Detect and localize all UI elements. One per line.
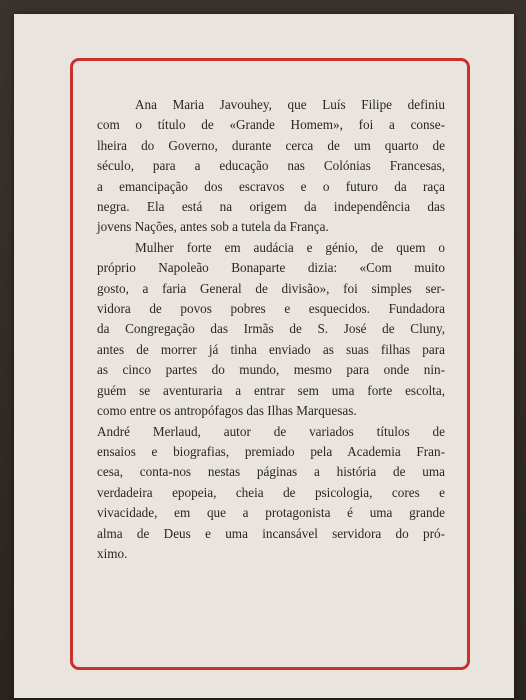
line: como entre os antropófagos das Ilhas Marquesas. — [97, 403, 357, 419]
line: Mulher forte em audácia e génio, de quem o — [135, 239, 445, 255]
line: Ana Maria Javouhey, que Luís Filipe definiu — [135, 97, 445, 112]
line: guém se aventuraria a entrar sem uma forte escolta, — [97, 382, 445, 398]
line: ensaios e biografias, premiado pela Academia Fran- — [97, 443, 445, 459]
paragraph-1 — [97, 95, 445, 238]
line: cesa, conta-nos nestas páginas a história de uma — [97, 464, 445, 480]
line: lheira do Governo, durante cerca de um quarto de — [97, 137, 445, 153]
paragraph-3 — [97, 422, 445, 565]
line: com o título de «Grande Homem», foi a conse- — [97, 117, 445, 133]
line: vivacidade, em que a protagonista é uma grande — [97, 505, 445, 521]
red-border-frame — [70, 58, 470, 670]
line: as cinco partes do mundo, mesmo para onde nin- — [97, 362, 445, 378]
line: antes de morrer já tinha enviado as suas filhas para — [97, 341, 445, 357]
line: vidora de povos pobres e esquecidos. Fundadora — [97, 301, 445, 317]
line: André Merlaud, autor de variados títulos de — [97, 423, 445, 439]
line: gosto, a faria General de divisão», foi simples ser- — [97, 280, 445, 296]
line: próprio Napoleão Bonaparte dizia: «Com muito — [97, 260, 445, 276]
paragraph-2 — [97, 238, 445, 422]
line: século, para a educação nas Colónias Francesas, — [97, 158, 445, 174]
line: ximo. — [97, 545, 128, 561]
line: alma de Deus e uma incansável servidora do pró- — [97, 525, 445, 541]
line: jovens Nações, antes sob a tutela da França. — [97, 219, 329, 235]
line: da Congregação das Irmãs de S. José de Cluny, — [97, 321, 445, 337]
line: verdadeira epopeia, cheia de psicologia, cores e — [97, 484, 445, 500]
line: a emancipação dos escravos e o futuro da raça — [97, 178, 445, 194]
book-back-cover — [14, 14, 514, 698]
blurb-text — [97, 95, 445, 564]
line: negra. Ela está na origem da independência das — [97, 199, 445, 215]
